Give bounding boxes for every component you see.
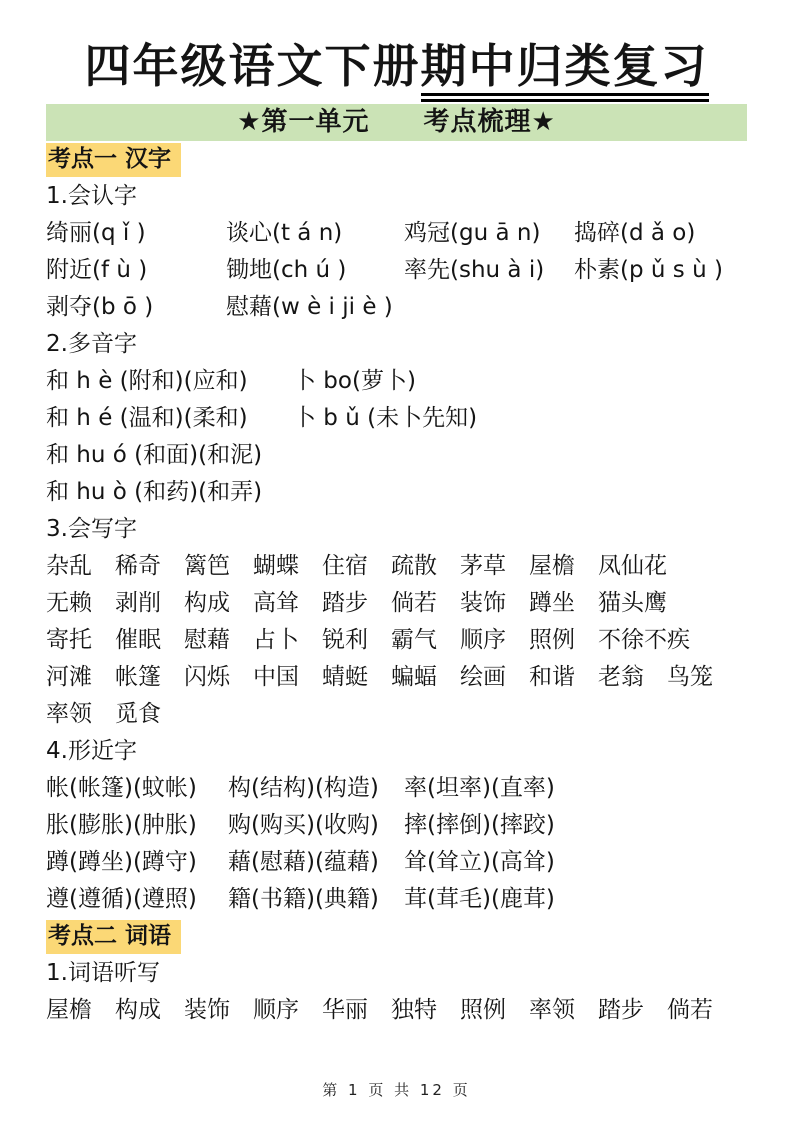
duoyinzi-row [46,474,747,511]
vocab-item: 谈心(t á n) [226,219,343,246]
section-heading-line [46,141,747,178]
renzi-row [46,289,747,326]
vocab-item: 绮丽(q ǐ ) [46,219,146,246]
vocab-item: 锄地(ch ú ) [226,256,347,283]
unit-banner: ★第一单元 考点梳理★ [46,104,747,141]
renzi-row [46,215,747,252]
vocab-item [293,437,747,474]
vocab-item: 耸(耸立)(高耸) [404,848,555,875]
vocab-item [574,289,747,326]
vocab-item: 慰藉(w è i ji è ) [226,293,393,320]
xiezi-row: 率领 觅食 [46,700,161,727]
xiezi-row: 杂乱 稀奇 篱笆 蝴蝶 住宿 疏散 茅草 屋檐 凤仙花 [46,552,667,579]
section-heading-ciyu: 考点二 词语 [46,920,181,954]
page-title [46,38,747,96]
vocab-item: 茸(茸毛)(鹿茸) [404,885,555,912]
vocab-item: 率(坦率)(直率) [404,774,555,801]
renzi-row [46,252,747,289]
vocab-item: 朴素(p ǔ s ù ) [574,256,723,283]
vocab-item [404,289,574,326]
xingjinzi-row [46,881,747,918]
duoyinzi-row [46,363,747,400]
vocab-item: 籍(书籍)(典籍) [228,885,379,912]
page-title-normal: 四年级语文下册 [84,39,421,93]
tingxie-word-row: 屋檐 构成 装饰 顺序 华丽 独特 照例 率领 踏步 倘若 [46,996,713,1023]
subsection-label-xiezi: 3.会写字 [46,515,137,542]
vocab-item: 摔(摔倒)(摔跤) [404,811,555,838]
vocab-item: 剥夺(b ō ) [46,293,154,320]
xiezi-row: 寄托 催眠 慰藉 占卜 锐利 霸气 顺序 照例 不徐不疾 [46,626,690,653]
vocab-item: 藉(慰藉)(蕴藉) [228,848,379,875]
vocab-item: 和 h è (附和)(应和) [46,367,248,394]
section-heading-line [46,918,747,955]
subsection-label-xingjinzi: 4.形近字 [46,737,137,764]
vocab-item: 鸡冠(gu ā n) [404,219,541,246]
vocab-item: 蹲(蹲坐)(蹲守) [46,848,197,875]
xiezi-row: 无赖 剥削 构成 高耸 踏步 倘若 装饰 蹲坐 猫头鹰 [46,589,667,616]
vocab-item: 附近(f ù ) [46,256,148,283]
xiezi-row: 河滩 帐篷 闪烁 中国 蜻蜓 蝙蝠 绘画 和谐 老翁 鸟笼 [46,663,713,690]
vocab-item: 遵(遵循)(遵照) [46,885,197,912]
xingjinzi-row [46,770,747,807]
vocab-item: 帐(帐篷)(蚊帐) [46,774,197,801]
vocab-item: 捣碎(d ǎ o) [574,219,696,246]
duoyinzi-row [46,437,747,474]
section-heading-hanzi: 考点一 汉字 [46,143,181,177]
vocab-item: 和 hu ó (和面)(和泥) [46,441,263,468]
duoyinzi-row [46,400,747,437]
subsection-label-tingxie: 1.词语听写 [46,959,160,986]
vocab-item: 胀(膨胀)(肿胀) [46,811,197,838]
vocab-item [293,474,747,511]
vocab-item: 率先(shu à i) [404,256,545,283]
vocab-item: 卜 bo(萝卜) [293,367,416,394]
page-title-underlined: 期中归类复习 [421,39,709,102]
vocab-item: 卜 b ǔ (未卜先知) [293,404,478,431]
vocab-item: 和 h é (温和)(柔和) [46,404,248,431]
xingjinzi-row [46,807,747,844]
xingjinzi-row [46,844,747,881]
vocab-item: 和 hu ò (和药)(和弄) [46,478,263,505]
page-number-footer: 第 1 页 共 12 页 [322,1081,471,1099]
vocab-item: 构(结构)(构造) [228,774,379,801]
vocab-item: 购(购买)(收购) [228,811,379,838]
subsection-label-renzi: 1.会认字 [46,182,137,209]
subsection-label-duoyinzi: 2.多音字 [46,330,137,357]
